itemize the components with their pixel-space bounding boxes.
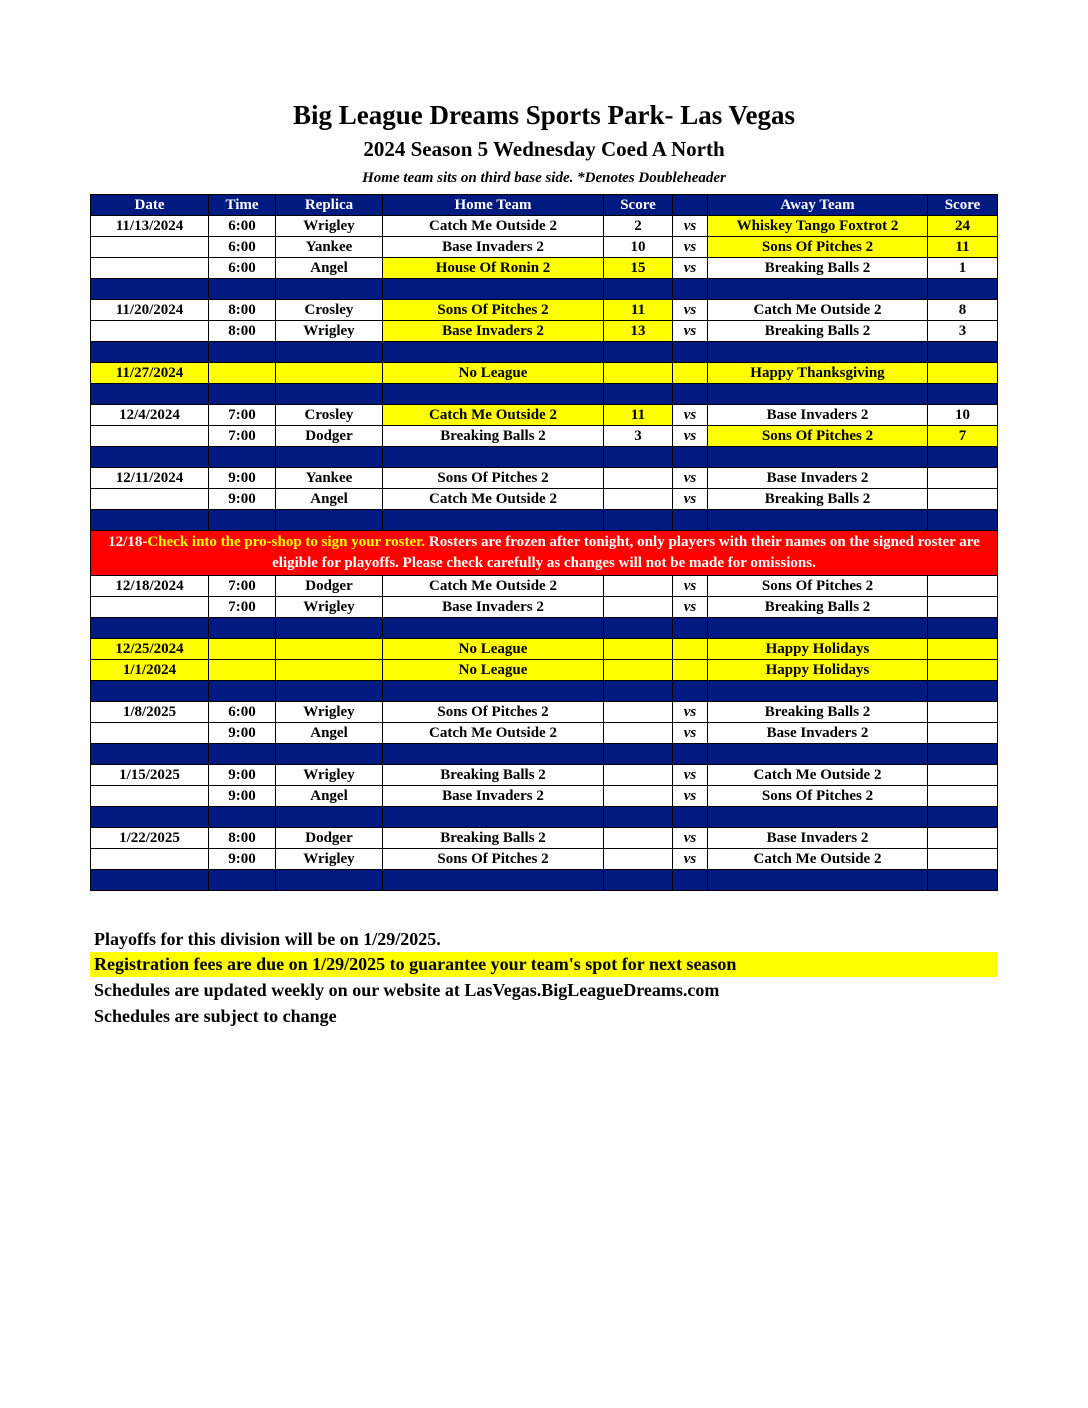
home-score-cell <box>604 363 673 384</box>
separator-cell <box>928 279 998 300</box>
time-cell: 8:00 <box>209 828 276 849</box>
home-team-cell: Catch Me Outside 2 <box>383 723 604 744</box>
separator-cell <box>604 510 673 531</box>
separator-cell <box>604 870 673 891</box>
time-cell: 9:00 <box>209 786 276 807</box>
separator-cell <box>91 807 209 828</box>
date-cell <box>91 786 209 807</box>
separator-cell <box>276 744 383 765</box>
away-score-cell: 3 <box>928 321 998 342</box>
date-cell: 1/8/2025 <box>91 702 209 723</box>
separator-cell <box>91 384 209 405</box>
separator-cell <box>276 870 383 891</box>
home-team-cell: Base Invaders 2 <box>383 321 604 342</box>
home-team-cell: Breaking Balls 2 <box>383 426 604 447</box>
vs-cell: vs <box>673 723 708 744</box>
separator-row <box>91 744 998 765</box>
away-team-cell: Base Invaders 2 <box>708 405 928 426</box>
separator-row <box>91 510 998 531</box>
date-cell <box>91 849 209 870</box>
time-cell <box>209 363 276 384</box>
away-score-cell <box>928 576 998 597</box>
separator-cell <box>673 279 708 300</box>
field-cell: Crosley <box>276 405 383 426</box>
notice-text: Rosters are frozen after tonight, only players with their names on the signed roster are eligible for playoffs. Please check carefully as changes will not be made for omissions. <box>272 534 980 571</box>
separator-cell <box>383 384 604 405</box>
home-team-cell: No League <box>383 363 604 384</box>
away-score-cell: 8 <box>928 300 998 321</box>
separator-row <box>91 870 998 891</box>
separator-cell <box>708 807 928 828</box>
footer-website: Schedules are updated weekly on our website at LasVegas.BigLeagueDreams.com <box>94 980 720 1000</box>
away-score-cell <box>928 765 998 786</box>
footer-disclaimer: Schedules are subject to change <box>94 1006 337 1026</box>
home-score-cell: 2 <box>604 216 673 237</box>
field-cell: Angel <box>276 489 383 510</box>
vs-cell: vs <box>673 702 708 723</box>
home-score-cell <box>604 597 673 618</box>
separator-cell <box>209 870 276 891</box>
date-cell <box>91 597 209 618</box>
game-row <box>91 405 998 426</box>
separator-cell <box>928 342 998 363</box>
date-cell <box>91 258 209 279</box>
notice-date: 12/18- <box>108 534 148 550</box>
separator-cell <box>928 618 998 639</box>
field-cell <box>276 660 383 681</box>
schedule-body <box>91 216 998 891</box>
separator-cell <box>928 510 998 531</box>
separator-cell <box>383 618 604 639</box>
away-score-cell <box>928 597 998 618</box>
away-team-cell: Breaking Balls 2 <box>708 702 928 723</box>
vs-cell: vs <box>673 849 708 870</box>
vs-cell <box>673 363 708 384</box>
away-score-cell <box>928 828 998 849</box>
col-header-replica: Replica <box>276 195 383 216</box>
separator-cell <box>673 744 708 765</box>
time-cell: 6:00 <box>209 258 276 279</box>
separator-cell <box>673 870 708 891</box>
home-team-cell: Breaking Balls 2 <box>383 828 604 849</box>
separator-cell <box>276 681 383 702</box>
date-cell: 11/27/2024 <box>91 363 209 384</box>
home-team-cell: Base Invaders 2 <box>383 597 604 618</box>
home-team-cell: Catch Me Outside 2 <box>383 576 604 597</box>
game-row <box>91 765 998 786</box>
col-header-home-score: Score <box>604 195 673 216</box>
vs-cell: vs <box>673 216 708 237</box>
away-team-cell: Sons Of Pitches 2 <box>708 237 928 258</box>
home-score-cell <box>604 639 673 660</box>
home-team-cell: Sons Of Pitches 2 <box>383 300 604 321</box>
separator-row <box>91 342 998 363</box>
separator-cell <box>91 447 209 468</box>
field-cell <box>276 363 383 384</box>
game-row <box>91 723 998 744</box>
separator-cell <box>383 744 604 765</box>
separator-cell <box>708 447 928 468</box>
field-cell: Wrigley <box>276 849 383 870</box>
home-score-cell <box>604 849 673 870</box>
separator-cell <box>276 618 383 639</box>
separator-cell <box>928 744 998 765</box>
home-team-cell: Catch Me Outside 2 <box>383 405 604 426</box>
col-header-away-team: Away Team <box>708 195 928 216</box>
time-cell <box>209 660 276 681</box>
home-score-cell <box>604 828 673 849</box>
separator-cell <box>708 342 928 363</box>
date-cell: 12/25/2024 <box>91 639 209 660</box>
home-score-cell: 11 <box>604 300 673 321</box>
field-cell: Dodger <box>276 576 383 597</box>
separator-cell <box>209 510 276 531</box>
away-team-cell: Breaking Balls 2 <box>708 258 928 279</box>
col-header-vs <box>673 195 708 216</box>
home-team-cell: Breaking Balls 2 <box>383 765 604 786</box>
home-score-cell: 3 <box>604 426 673 447</box>
home-score-cell <box>604 489 673 510</box>
col-header-home-team: Home Team <box>383 195 604 216</box>
away-team-cell: Breaking Balls 2 <box>708 597 928 618</box>
vs-cell: vs <box>673 468 708 489</box>
schedule-table <box>90 194 998 891</box>
vs-cell: vs <box>673 786 708 807</box>
away-score-cell: 11 <box>928 237 998 258</box>
separator-cell <box>383 807 604 828</box>
separator-cell <box>604 342 673 363</box>
date-cell <box>91 489 209 510</box>
separator-cell <box>708 279 928 300</box>
home-team-cell: Catch Me Outside 2 <box>383 489 604 510</box>
time-cell: 9:00 <box>209 849 276 870</box>
away-team-cell: Sons Of Pitches 2 <box>708 786 928 807</box>
away-score-cell <box>928 723 998 744</box>
separator-row <box>91 807 998 828</box>
date-cell: 1/22/2025 <box>91 828 209 849</box>
away-team-cell: Sons Of Pitches 2 <box>708 426 928 447</box>
time-cell <box>209 639 276 660</box>
separator-cell <box>91 870 209 891</box>
separator-cell <box>209 618 276 639</box>
separator-cell <box>604 279 673 300</box>
away-team-cell: Catch Me Outside 2 <box>708 765 928 786</box>
date-cell: 12/11/2024 <box>91 468 209 489</box>
date-cell <box>91 723 209 744</box>
game-row <box>91 576 998 597</box>
away-team-cell: Happy Holidays <box>708 660 928 681</box>
separator-cell <box>928 870 998 891</box>
vs-cell: vs <box>673 828 708 849</box>
separator-cell <box>276 342 383 363</box>
away-team-cell: Base Invaders 2 <box>708 723 928 744</box>
separator-cell <box>209 279 276 300</box>
vs-cell: vs <box>673 765 708 786</box>
field-cell: Wrigley <box>276 216 383 237</box>
separator-cell <box>604 744 673 765</box>
game-row <box>91 216 998 237</box>
separator-row <box>91 384 998 405</box>
field-cell: Angel <box>276 723 383 744</box>
away-score-cell <box>928 849 998 870</box>
holiday-row <box>91 639 998 660</box>
roster-notice-row <box>91 531 998 576</box>
away-team-cell: Catch Me Outside 2 <box>708 300 928 321</box>
away-score-cell: 10 <box>928 405 998 426</box>
time-cell: 7:00 <box>209 597 276 618</box>
holiday-row <box>91 660 998 681</box>
separator-cell <box>91 681 209 702</box>
separator-cell <box>708 384 928 405</box>
separator-cell <box>91 510 209 531</box>
away-score-cell <box>928 786 998 807</box>
separator-cell <box>209 807 276 828</box>
vs-cell: vs <box>673 258 708 279</box>
separator-cell <box>708 618 928 639</box>
field-cell: Dodger <box>276 426 383 447</box>
away-team-cell: Breaking Balls 2 <box>708 321 928 342</box>
separator-cell <box>928 384 998 405</box>
date-cell: 12/4/2024 <box>91 405 209 426</box>
game-row <box>91 258 998 279</box>
game-row <box>91 702 998 723</box>
field-cell: Angel <box>276 786 383 807</box>
home-team-cell: Base Invaders 2 <box>383 786 604 807</box>
time-cell: 9:00 <box>209 723 276 744</box>
field-cell: Dodger <box>276 828 383 849</box>
separator-cell <box>276 807 383 828</box>
time-cell: 6:00 <box>209 237 276 258</box>
separator-cell <box>276 447 383 468</box>
home-score-cell <box>604 576 673 597</box>
date-cell: 11/20/2024 <box>91 300 209 321</box>
game-row <box>91 849 998 870</box>
game-row <box>91 237 998 258</box>
separator-cell <box>604 807 673 828</box>
vs-cell: vs <box>673 576 708 597</box>
away-team-cell: Base Invaders 2 <box>708 828 928 849</box>
col-header-date: Date <box>91 195 209 216</box>
separator-cell <box>209 681 276 702</box>
game-row <box>91 468 998 489</box>
home-score-cell <box>604 660 673 681</box>
home-team-cell: House Of Ronin 2 <box>383 258 604 279</box>
page-title: Big League Dreams Sports Park- Las Vegas <box>292 100 796 130</box>
time-cell: 8:00 <box>209 321 276 342</box>
away-score-cell <box>928 639 998 660</box>
game-row <box>91 426 998 447</box>
date-cell: 12/18/2024 <box>91 576 209 597</box>
field-cell: Wrigley <box>276 702 383 723</box>
time-cell: 9:00 <box>209 468 276 489</box>
game-row <box>91 489 998 510</box>
time-cell: 8:00 <box>209 300 276 321</box>
date-cell: 1/15/2025 <box>91 765 209 786</box>
separator-cell <box>708 681 928 702</box>
home-team-cell: Sons Of Pitches 2 <box>383 849 604 870</box>
time-cell: 7:00 <box>209 576 276 597</box>
separator-cell <box>604 384 673 405</box>
separator-row <box>91 279 998 300</box>
separator-cell <box>673 681 708 702</box>
separator-cell <box>673 384 708 405</box>
away-score-cell <box>928 489 998 510</box>
home-score-cell: 15 <box>604 258 673 279</box>
date-cell: 11/13/2024 <box>91 216 209 237</box>
vs-cell: vs <box>673 489 708 510</box>
separator-cell <box>209 744 276 765</box>
separator-cell <box>928 681 998 702</box>
home-team-cell: No League <box>383 639 604 660</box>
separator-row <box>91 618 998 639</box>
roster-notice <box>91 531 998 576</box>
page-subtitle: 2024 Season 5 Wednesday Coed A North <box>363 137 725 161</box>
away-score-cell: 24 <box>928 216 998 237</box>
time-cell: 9:00 <box>209 765 276 786</box>
home-score-cell <box>604 723 673 744</box>
vs-cell: vs <box>673 300 708 321</box>
home-score-cell <box>604 765 673 786</box>
away-team-cell: Happy Thanksgiving <box>708 363 928 384</box>
game-row <box>91 300 998 321</box>
field-cell: Wrigley <box>276 597 383 618</box>
home-score-cell <box>604 786 673 807</box>
separator-cell <box>673 447 708 468</box>
game-row <box>91 597 998 618</box>
separator-cell <box>383 447 604 468</box>
game-row <box>91 828 998 849</box>
home-score-cell <box>604 702 673 723</box>
separator-row <box>91 447 998 468</box>
separator-cell <box>928 807 998 828</box>
separator-cell <box>604 618 673 639</box>
field-cell: Angel <box>276 258 383 279</box>
field-cell <box>276 639 383 660</box>
separator-cell <box>708 510 928 531</box>
separator-cell <box>604 447 673 468</box>
separator-cell <box>209 342 276 363</box>
separator-cell <box>708 870 928 891</box>
away-score-cell <box>928 468 998 489</box>
footer-playoffs: Playoffs for this division will be on 1/29/2025. <box>94 929 441 949</box>
page-note: Home team sits on third base side. *Denotes Doubleheader <box>362 170 726 186</box>
separator-cell <box>383 870 604 891</box>
separator-cell <box>91 279 209 300</box>
home-team-cell: Sons Of Pitches 2 <box>383 702 604 723</box>
field-cell: Wrigley <box>276 321 383 342</box>
separator-cell <box>383 510 604 531</box>
home-score-cell: 11 <box>604 405 673 426</box>
away-team-cell: Sons Of Pitches 2 <box>708 576 928 597</box>
away-score-cell <box>928 702 998 723</box>
separator-row <box>91 681 998 702</box>
separator-cell <box>91 618 209 639</box>
date-cell <box>91 237 209 258</box>
home-team-cell: No League <box>383 660 604 681</box>
vs-cell <box>673 639 708 660</box>
away-score-cell <box>928 363 998 384</box>
separator-cell <box>673 342 708 363</box>
away-team-cell: Catch Me Outside 2 <box>708 849 928 870</box>
separator-cell <box>91 744 209 765</box>
time-cell: 7:00 <box>209 405 276 426</box>
separator-cell <box>673 618 708 639</box>
date-cell <box>91 426 209 447</box>
time-cell: 9:00 <box>209 489 276 510</box>
col-header-away-score: Score <box>928 195 998 216</box>
separator-cell <box>383 342 604 363</box>
time-cell: 6:00 <box>209 216 276 237</box>
away-team-cell: Breaking Balls 2 <box>708 489 928 510</box>
vs-cell <box>673 660 708 681</box>
home-team-cell: Sons Of Pitches 2 <box>383 468 604 489</box>
separator-cell <box>91 342 209 363</box>
home-team-cell: Base Invaders 2 <box>383 237 604 258</box>
game-row <box>91 321 998 342</box>
separator-cell <box>276 510 383 531</box>
away-team-cell: Happy Holidays <box>708 639 928 660</box>
home-score-cell: 10 <box>604 237 673 258</box>
away-team-cell: Base Invaders 2 <box>708 468 928 489</box>
field-cell: Yankee <box>276 468 383 489</box>
notice-highlight: Check into the pro-shop to sign your roster. <box>147 534 426 550</box>
col-header-time: Time <box>209 195 276 216</box>
separator-cell <box>383 681 604 702</box>
away-score-cell <box>928 660 998 681</box>
separator-cell <box>673 510 708 531</box>
vs-cell: vs <box>673 321 708 342</box>
away-team-cell: Whiskey Tango Foxtrot 2 <box>708 216 928 237</box>
vs-cell: vs <box>673 597 708 618</box>
separator-cell <box>708 744 928 765</box>
separator-cell <box>209 447 276 468</box>
vs-cell: vs <box>673 405 708 426</box>
away-score-cell: 7 <box>928 426 998 447</box>
game-row <box>91 786 998 807</box>
home-score-cell: 13 <box>604 321 673 342</box>
separator-cell <box>928 447 998 468</box>
separator-cell <box>209 384 276 405</box>
footer-registration: Registration fees are due on 1/29/2025 to guarantee your team's spot for next season <box>90 952 997 977</box>
away-score-cell: 1 <box>928 258 998 279</box>
time-cell: 6:00 <box>209 702 276 723</box>
separator-cell <box>604 681 673 702</box>
vs-cell: vs <box>673 237 708 258</box>
table-header-row <box>91 195 998 216</box>
separator-cell <box>383 279 604 300</box>
date-cell: 1/1/2024 <box>91 660 209 681</box>
time-cell: 7:00 <box>209 426 276 447</box>
field-cell: Crosley <box>276 300 383 321</box>
separator-cell <box>276 384 383 405</box>
vs-cell: vs <box>673 426 708 447</box>
field-cell: Wrigley <box>276 765 383 786</box>
holiday-row <box>91 363 998 384</box>
field-cell: Yankee <box>276 237 383 258</box>
home-score-cell <box>604 468 673 489</box>
separator-cell <box>673 807 708 828</box>
separator-cell <box>276 279 383 300</box>
home-team-cell: Catch Me Outside 2 <box>383 216 604 237</box>
date-cell <box>91 321 209 342</box>
